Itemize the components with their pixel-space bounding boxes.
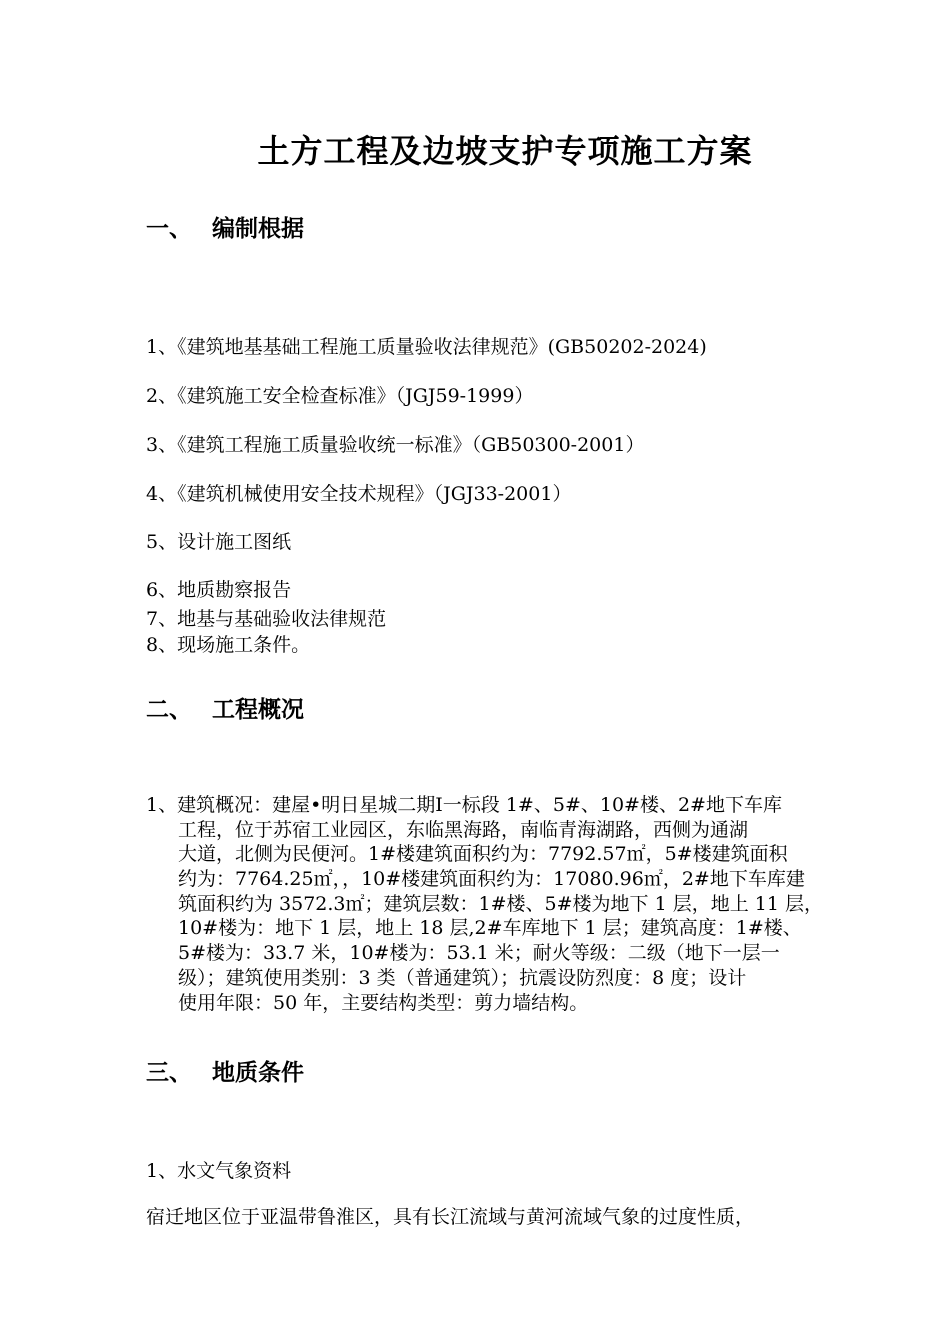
paragraph-line: 10#楼为：地下 1 层，地上 18 层,2#车库地下 1 层；建筑高度：1#楼、 [178, 917, 802, 940]
paragraph-line: 筑面积约为 3572.3㎡；建筑层数：1#楼、5#楼为地下 1 层，地上 11 层， [178, 892, 823, 915]
paragraph-line: 工程，位于苏宿工业园区，东临黑海路，南临青海湖路，西侧为通湖 [178, 818, 749, 841]
basis-item-1: 1、《建筑地基基础工程施工质量验收法律规范》(GB50202-2024) [146, 336, 707, 358]
section-heading-overview [146, 691, 304, 724]
section-number: 三、 [146, 1060, 192, 1086]
document-title: 土方工程及边坡支护专项施工方案 [257, 132, 753, 170]
section-heading-basis [146, 210, 304, 243]
paragraph-line: 约为：7764.25㎡，，10#楼建筑面积约为：17080.96㎡，2#地下车库建 [178, 868, 805, 891]
section-title: 地质条件 [212, 1060, 304, 1086]
basis-item-3: 3、《建筑工程施工质量验收统一标准》（GB50300-2001） [146, 434, 645, 456]
geology-text: 宿迁地区位于亚温带鲁淮区，具有长江流域与黄河流域气象的过度性质， [146, 1206, 755, 1228]
basis-item-8: 8、现场施工条件。 [146, 634, 311, 656]
paragraph-line: 5#楼为：33.7 米，10#楼为：53.1 米；耐火等级：二级（地下一层一 [178, 942, 780, 965]
paragraph-line: 1、建筑概况：建屋•明日星城二期Ⅰ一标段 1#、5#、10#楼、2#地下车库 [146, 794, 782, 816]
section-number: 二、 [146, 697, 192, 723]
paragraph-line: 大道，北侧为民便河。1#楼建筑面积约为：7792.57㎡，5#楼建筑面积 [178, 843, 788, 866]
basis-item-7: 7、地基与基础验收法律规范 [146, 608, 387, 630]
paragraph-line: 级）；建筑使用类别：3 类（普通建筑）；抗震设防烈度：8 度；设计 [178, 966, 747, 989]
paragraph-line: 使用年限：50 年，主要结构类型：剪力墙结构。 [178, 991, 589, 1014]
section-title: 编制根据 [212, 216, 304, 242]
section-number: 一、 [146, 216, 192, 242]
section-title: 工程概况 [212, 697, 304, 723]
overview-paragraph [146, 793, 886, 1015]
basis-item-4: 4、《建筑机械使用安全技术规程》（JGJ33-2001） [146, 483, 572, 505]
basis-item-5: 5、设计施工图纸 [146, 531, 292, 553]
basis-item-6: 6、地质勘察报告 [146, 579, 292, 601]
section-heading-geology [146, 1054, 304, 1087]
geology-item-1: 1、水文气象资料 [146, 1160, 292, 1182]
basis-item-2: 2、《建筑施工安全检查标准》（JGJ59-1999） [146, 385, 534, 407]
